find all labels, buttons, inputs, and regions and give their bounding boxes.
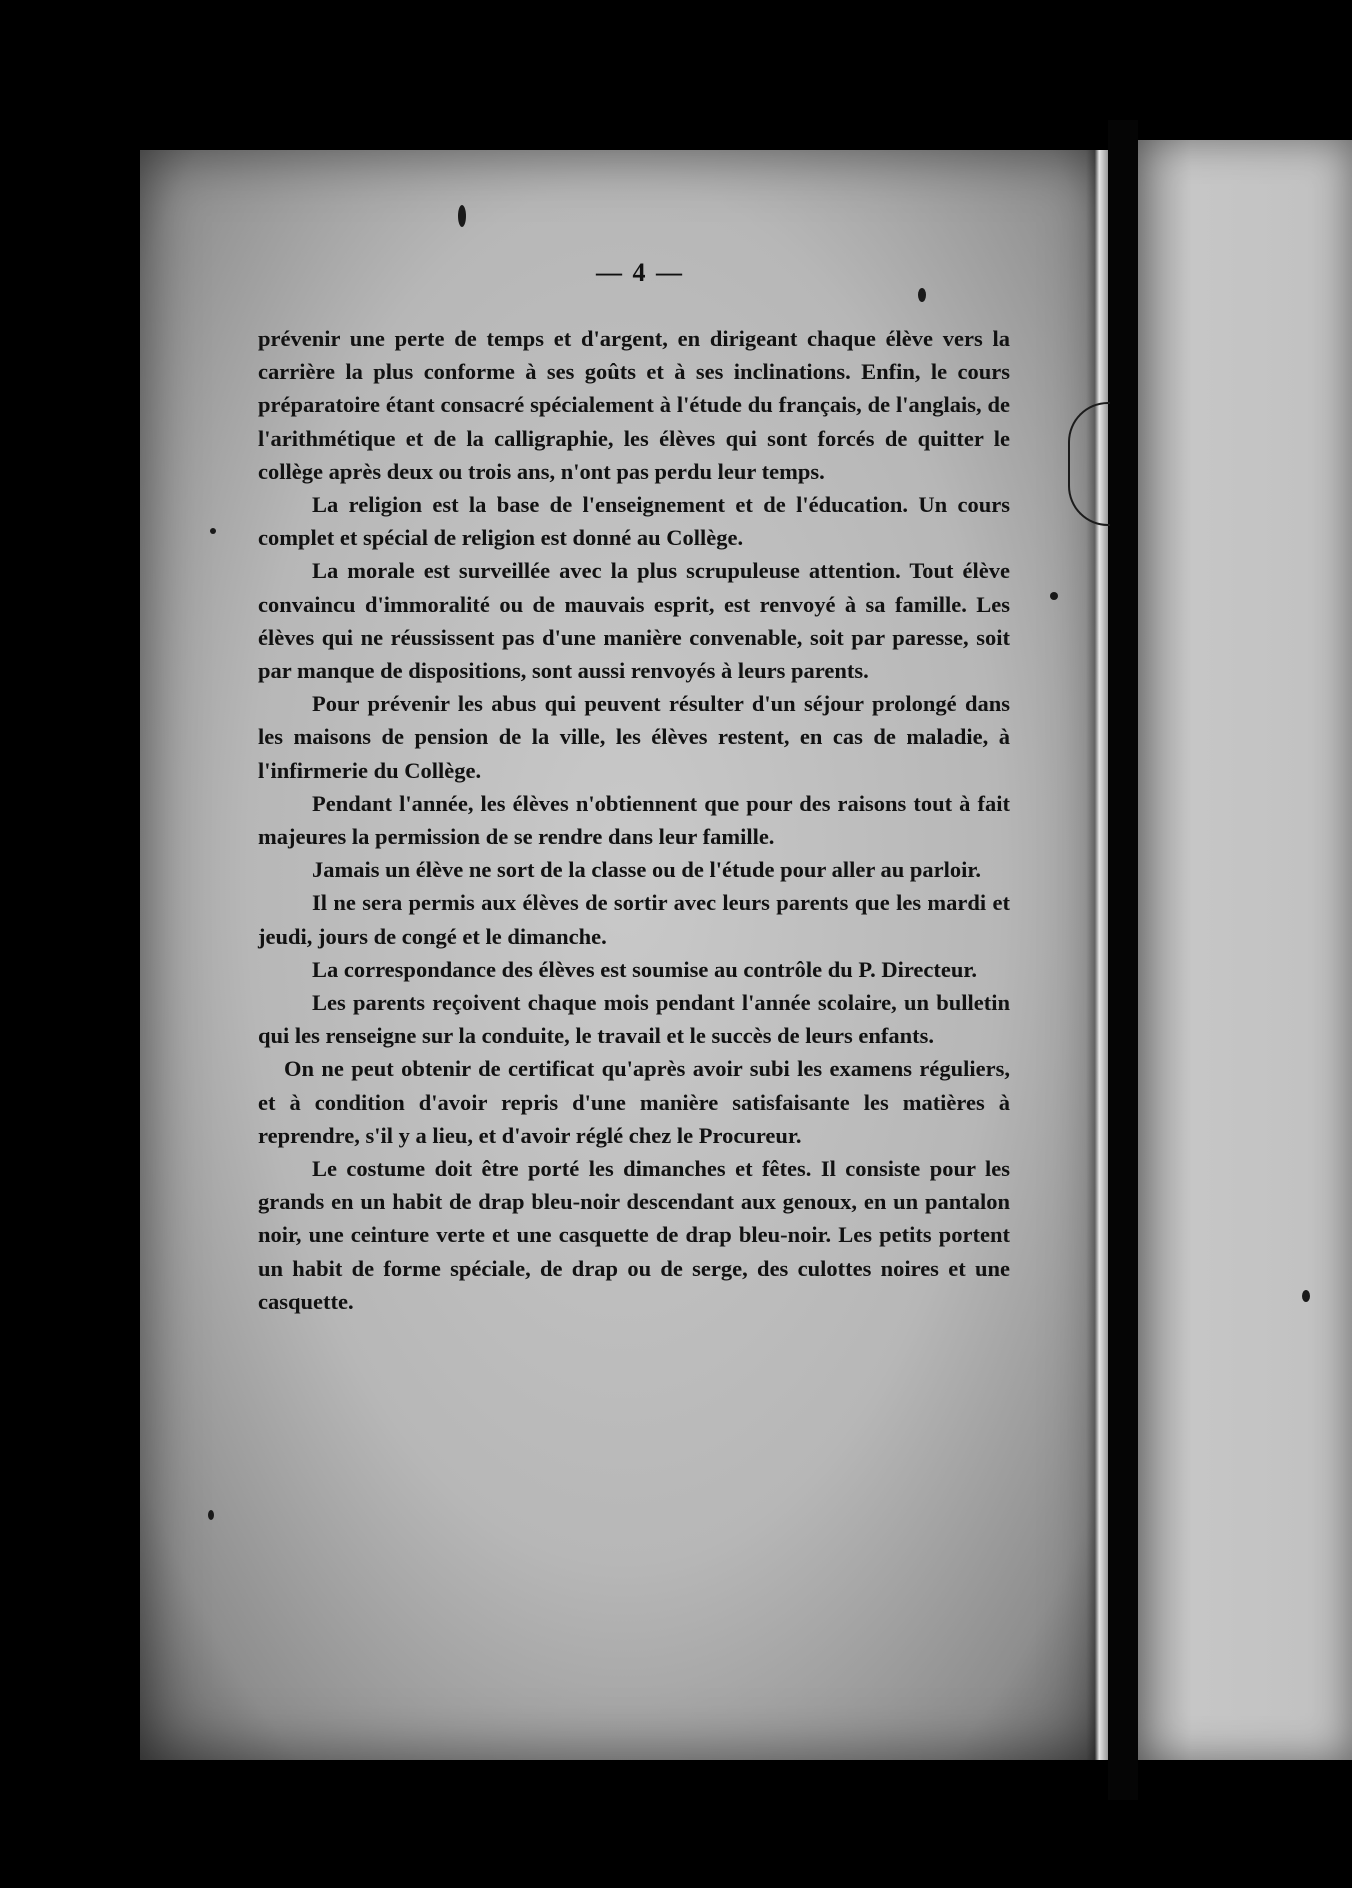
ink-speck [458,205,466,227]
left-page-text [258,322,1010,1318]
ink-speck [918,288,926,302]
ink-speck [210,528,216,534]
paragraph: Jamais un élève ne sort de la classe ou de l'étude pour aller au parloir. [312,857,981,883]
book-gutter [1108,120,1138,1800]
paragraph: La correspondance des élèves est soumise au contrôle du P. Directeur. [312,956,977,982]
ink-speck [1302,1290,1310,1302]
ink-speck [208,1510,214,1520]
paragraph: Le costume doit être porté les dimanches et fêtes. Il consiste pour les grands en un habit de drap bleu-noir descendant aux genoux, en un pantalon noir, une ceinture verte et une casquette de drap bleu-noir. Les petits portent un habit de forme spéciale, de drap ou de serge, des culottes noires et une casquette. [258,1156,1010,1314]
paragraph: Pendant l'année, les élèves n'obtiennent que pour des raisons tout à fait majeures la permission de se rendre dans leur famille. [258,790,1010,850]
brace-mark [1068,402,1110,526]
paragraph: On ne peut obtenir de certificat qu'après avoir subi les examens réguliers, et à condition d'avoir repris d'une manière satisfaisante les matières à reprendre, s'il y a lieu, et d'avoir réglé chez le Procureur. [258,1056,1010,1148]
right-page [1138,140,1352,1760]
paragraph: La religion est la base de l'enseignement et de l'éducation. Un cours complet et spécial de religion est donné au Collège. [258,492,1010,551]
ink-speck [1050,592,1058,600]
paragraph: Pour prévenir les abus qui peuvent résulter d'un séjour prolongé dans les maisons de pension de la ville, les élèves restent, en cas de maladie, à l'infirmerie du Collège. [258,691,1010,783]
page-number: — 4 — [596,258,684,287]
paragraph: prévenir une perte de temps et d'argent, en dirigeant chaque élève vers la carrière la plus conforme à ses goûts et à ses inclinations. Enfin, le cours préparatoire étant consacré spécialement à l'étude du français, de l'anglais, de l'arithmétique et de la calligraphie, les élèves qui sont forcés de quitter le collège après deux ou trois ans, n'ont pas perdu leur temps. [258,326,1010,484]
paragraph: Il ne sera permis aux élèves de sortir avec leurs parents que les mardi et jeudi, jours de congé et le dimanche. [258,890,1010,949]
paragraph: Les parents reçoivent chaque mois pendant l'année scolaire, un bulletin qui les renseigne sur la conduite, le travail et le succès de leurs enfants. [258,990,1010,1049]
paragraph: La morale est surveillée avec la plus scrupuleuse attention. Tout élève convaincu d'immoralité ou de mauvais esprit, est renvoyé à sa famille. Les élèves qui ne réussissent pas d'une manière convenable, soit par paresse, soit par manque de dispositions, sont aussi renvoyés à leurs parents. [258,558,1010,684]
